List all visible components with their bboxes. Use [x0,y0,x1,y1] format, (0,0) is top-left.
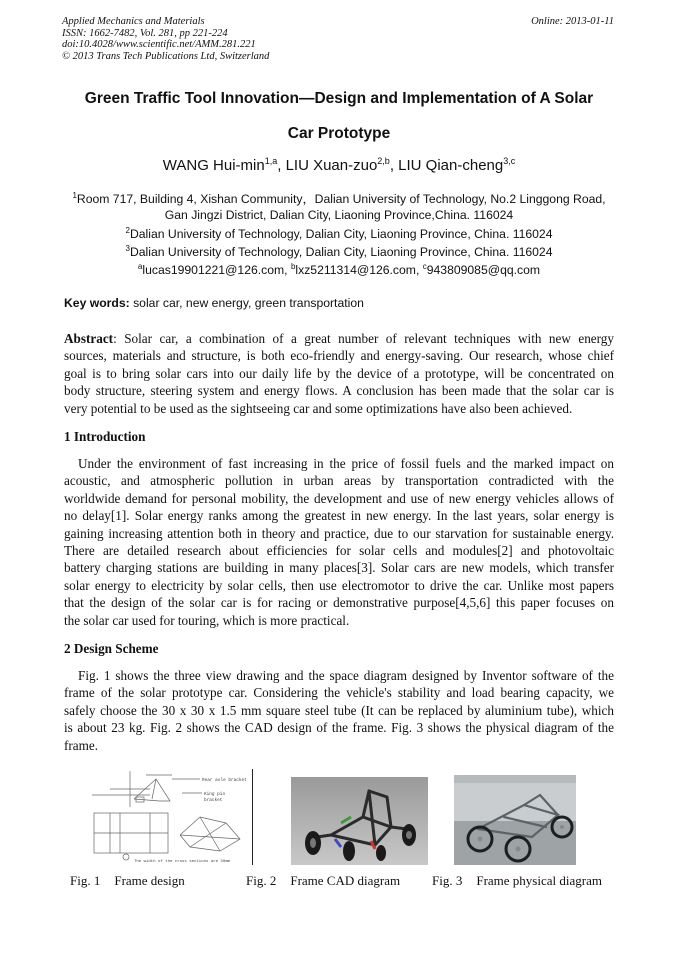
email-address: lucas19901221@126.com, [142,263,291,277]
figure-1-caption [70,873,185,889]
online-date: Online: 2013-01-11 [531,16,614,27]
journal-name: Applied Mechanics and Materials [62,16,205,27]
abstract-line [64,330,614,347]
intro-line: gaining increasing attention both in theory and practice, due to our starvation for sustainable energy. [64,525,614,541]
section-heading-introduction: 1 Introduction [64,429,146,444]
intro-line: acoustic, and atmospheric pollution in urban areas by transportation contradicted with the [64,473,614,489]
affiliation-3 [56,244,622,259]
introduction-paragraph [64,455,614,629]
figure-1-annotation-king-pin: King pin [204,792,226,797]
author-superscript: 2,b [377,156,390,166]
abstract-label: Abstract [64,331,114,346]
intro-line: no delay[1]. Solar energy ranks among the greatest in new energy. In the last years, solar energy is [64,508,614,524]
email-superscript: b [290,262,296,271]
affiliation-superscript: 3 [125,244,130,253]
figure-2-caption-text: Frame CAD diagram [290,873,401,888]
figure-1-annotation-width: The width of the cross sections are 30mm [134,860,231,864]
author-list [40,156,638,174]
intro-line: worldwide demand for personal mobility, the development and use of new energy vehicles allows of [64,490,614,506]
figure-2-label: Fig. 2 [246,873,277,888]
affiliation-text: Dalian University of Technology, Dalian City, Liaoning Province, China. 116024 [129,245,553,259]
intro-line: solar energy to electricity by solar cells, then use electromotor to drive the car. Unlike most papers [64,577,614,593]
figure-3-frame-physical [454,775,576,865]
paper-title-line2: Car Prototype [287,125,391,142]
keywords-text: solar car, new energy, green transportation [129,296,364,310]
figure-1-annotation-bracket: bracket [204,798,223,803]
email-address: 943809085@qq.com [426,263,541,277]
design-line-text: Fig. 1 shows the three view drawing and the space diagram designed by Inventor software of the [78,668,614,683]
abstract-line: very potential to be used as the sightseeing car and some optimizations have also been achieved. [64,400,573,416]
journal-copyright: © 2013 Trans Tech Publications Ltd, Switzerland [62,50,270,62]
abstract-line-text: : Solar car, a combination of a great number of relevant techniques with new energy [113,331,614,346]
figure-3-label: Fig. 3 [432,873,463,888]
author-name: LIU Qian-cheng [398,157,504,174]
intro-line: battery charging stations are building in many places[3]. Solar cars are new models, which transfer [64,560,614,576]
author-superscript: 3,c [503,156,516,166]
frame-drawing-image [90,769,252,865]
author-superscript: 1,a [264,156,278,166]
affiliation-2 [56,226,622,241]
design-line [64,667,614,684]
intro-line: that the design of the solar car is for racing or demonstrative purpose[4,5,6] this paper focuses on [64,595,614,611]
keywords [64,296,364,310]
intro-line [64,455,614,472]
figure-1-annotation-rear-axle: Rear axle bracket [202,778,247,783]
intro-line: the solar car used for touring, which is more practical. [64,612,350,628]
section-heading-design-scheme: 2 Design Scheme [64,641,159,656]
intro-line: There are detailed research about efficiencies for solar cells and modules[2] and photovoltaic [64,543,614,559]
figure-1-caption-text: Frame design [114,873,185,888]
affiliation-text: Room 717, Building 4, Xishan Community，Dalian University of Technology, No.2 Linggong Road, [76,192,606,206]
frame-photo-image [454,775,576,865]
abstract-line: sources, materials and structure, is both eco-friendly and energy-saving. Our research, whose chief [64,348,614,364]
journal-doi: doi:10.4028/www.scientific.net/AMM.281.221 [62,39,256,51]
design-line: is about 23 kg. Fig. 2 shows the CAD design of the frame. Fig. 3 shows the physical diagram of the [64,720,614,736]
author-name: LIU Xuan-zuo [285,157,378,174]
affiliation-superscript: 2 [125,226,130,235]
email-superscript: c [422,262,427,271]
design-line: safely choose the 30 x 30 x 1.5 mm square steel tube (It can be replaced by aluminium tube), which [64,702,614,718]
design-scheme-paragraph [64,667,614,754]
author-name: WANG Hui-min [162,157,265,174]
author-emails [56,262,622,277]
affiliation-text: Dalian University of Technology, Dalian City, Liaoning Province, China. 116024 [129,227,553,241]
affiliation-1-line2: Gan Jingzi District, Dalian City, Liaoning Province,China. 116024 [164,208,514,222]
affiliation-superscript: 1 [72,191,77,200]
author-separator: , [277,157,286,174]
figure-2-caption [246,873,400,889]
figure-3-caption [432,873,602,889]
figure-2-frame-cad [291,777,428,865]
abstract-line: body structure, steering system and energy flows. A conclusion has been made that the solar car is [64,383,614,399]
paper-title-line1: Green Traffic Tool Innovation—Design and Implementation of A Solar [84,90,594,107]
affiliation-1-line1 [56,190,622,207]
email-address: lxz5211314@126.com, [295,263,423,277]
journal-issn: ISSN: 1662-7482, Vol. 281, pp 221-224 [62,27,228,39]
email-superscript: a [137,262,143,271]
figure-1-frame-design [90,769,253,865]
intro-line-text: Under the environment of fast increasing in the price of fossil fuels and the marked impact on [78,456,614,471]
figure-1-label: Fig. 1 [70,873,101,888]
abstract-line: goal is to bring solar cars into our daily life by the device of a prototype, will be concentrated on [64,365,614,381]
design-line: frame of the solar prototype car. Considering the vehicle's stability and load bearing capacity, we [64,685,614,701]
abstract-paragraph [64,330,614,417]
journal-header [62,16,269,62]
frame-cad-image [291,777,428,865]
figure-3-caption-text: Frame physical diagram [476,873,602,888]
author-separator: , [389,157,399,174]
design-line: frame. [64,737,99,753]
keywords-label: Key words: [64,296,130,310]
